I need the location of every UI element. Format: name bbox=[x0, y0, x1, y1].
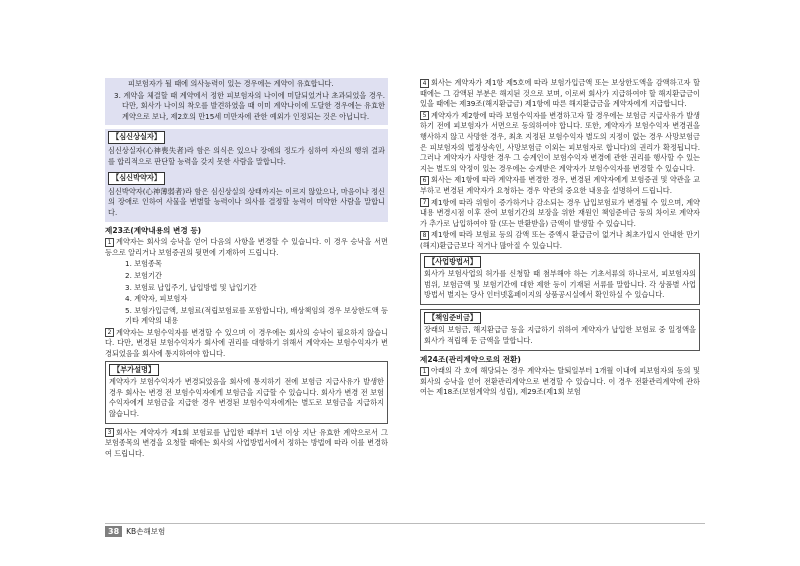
supplement-text: 계약자가 보험수익자가 변경되었음을 회사에 통지하기 전에 보험금 지급사유가 발생한 경우 회사는 변경 전 보험수익자에게 보험금을 지급할 수 있습니다. 회사가 변경 전 보험수익자에게 보험금을 지급한 경우 변경된 보험수익자에게는 별도로 보험금을 지급하지 않습니다. bbox=[109, 377, 384, 419]
page-footer bbox=[105, 525, 165, 537]
clause-text: 제1항에 따라 위험이 증가하거나 감소되는 경우 납입보험료가 변경될 수 있으며, 계약내용 변경시점 이후 잔여 보험기간의 보장을 위한 재원인 책임준비금 등의 차이로 계약자가 추가로 납입하여야 할 (또는 반환받을) 금액이 발생할 수 있습니다. bbox=[420, 197, 700, 228]
clause-text: 계약자가 제2항에 따라 보험수익자를 변경하고자 할 경우에는 보험금 지급사유가 발생하기 전에 피보험자가 서면으로 동의하여야 합니다. 또한, 계약자가 보험수익자 변경권을 행사하지 않고 사망한 경우, 최초 지정된 보험수익자 별도의 지정이 없는 경우 사망보험금은 피보험자의 법정상속인, 사망보험금 이외는 피보험자로 합니다)의 권리가 확정됩니다. 그러나 계약자가 사망한 경우 그 승계인이 보험수익자 변경에 관한 권리를 행사할 수 있는지는 별도의 약정이 있는 경우에는 승계받은 계약자가 보험수익자를 변경할 수 있습니다. bbox=[420, 110, 700, 173]
business-method-title: 【사업방법서】 bbox=[424, 256, 481, 269]
clause-number: 8 bbox=[420, 231, 429, 240]
paragraph bbox=[420, 198, 700, 230]
paragraph bbox=[420, 366, 700, 398]
clause-text: 계약자는 회사의 승낙을 얻어 다음의 사항을 변경할 수 있습니다. 이 경우 승낙을 서면 등으로 알리거나 보험증권의 뒷면에 기재하여 드립니다. bbox=[105, 237, 388, 257]
definition-box bbox=[105, 129, 388, 221]
list-item: 4. 계약자, 피보험자 bbox=[125, 294, 188, 304]
list-item: 2. 보험기간 bbox=[125, 270, 162, 280]
definition-title: 【심신박약자】 bbox=[108, 172, 165, 185]
definition-text: 심신박약자(心神薄弱者)라 함은 심신상실의 상태까지는 이르지 않았으나, 마음이나 정신의 장애로 인하여 사물을 변별할 능력이나 의사를 결정할 능력이 미약한 사람을 말합니다. bbox=[108, 186, 385, 217]
supplement-box bbox=[105, 361, 388, 424]
paragraph bbox=[420, 78, 700, 110]
paragraph bbox=[105, 428, 388, 460]
article-heading: 제24조(관리계약으로의 전환) bbox=[420, 354, 521, 364]
supplement-title: 【부가설명】 bbox=[109, 364, 159, 377]
list-item: 1. 보험종목 bbox=[125, 259, 162, 269]
clause-number: 6 bbox=[420, 176, 429, 185]
clause-number: 4 bbox=[420, 79, 429, 88]
business-method-box bbox=[420, 253, 700, 305]
definition-title: 【심신상실자】 bbox=[108, 131, 165, 144]
page-number: 38 bbox=[105, 526, 122, 537]
clause-text: 제1항에 따라 보험료 등의 감액 또는 증액시 환급금이 없거나 최초가입시 안내한 만기(해지)환급금보다 적거나 많아질 수 있습니다. bbox=[420, 230, 700, 250]
left-column bbox=[105, 78, 388, 460]
clause-number: 1 bbox=[420, 367, 429, 376]
paragraph bbox=[105, 328, 388, 360]
paragraph bbox=[105, 237, 388, 258]
article-heading: 제23조(계약내용의 변경 등) bbox=[105, 225, 202, 235]
footer-rule bbox=[105, 523, 705, 524]
clause-text: 회사는 제1항에 따라 계약자를 변경한 경우, 변경된 계약자에게 보험증권 및 약관을 교부하고 변경된 계약자가 요청하는 경우 약관의 중요한 내용을 설명하여 드립니다. bbox=[420, 175, 700, 195]
clause-text: 회사는 계약자가 제1회 보험료를 납입한 때부터 1년 이상 지난 유효한 계약으로서 그 보험종목의 변경을 요청할 때에는 회사의 사업방법서에서 정하는 방법에 따라 이를 변경하여 드립니다. bbox=[105, 427, 388, 458]
clause-number: 2 bbox=[105, 328, 114, 337]
clause-number: 1 bbox=[105, 238, 114, 247]
list-item: 3. 보험료 납입주기, 납입방법 및 납입기간 bbox=[125, 282, 257, 292]
paragraph: 3. 계약을 체결할 때 계약에서 정한 피보험자의 나이에 미달되었거나 초과되었을 경우. 다만, 회사가 나이의 착오를 발견하였을 때 이미 계약나이에 도달한 경우에는 유효한 계약으로 보나, 제2호의 만15세 미만자에 관한 예외가 인정되는 것은 아닙니다. bbox=[114, 90, 385, 121]
business-method-text: 회사가 보험사업의 허가를 신청할 때 첨부해야 하는 기초서류의 하나로서, 피보험자의 범위, 보험금액 및 보험기간에 대한 제한 등이 기재된 서류를 말합니다. 각 상품별 사업방법서 별지는 당사 인터넷홈페이지의 상품공시실에서 확인하실 수 있습니다. bbox=[424, 269, 696, 300]
paragraph bbox=[420, 175, 700, 196]
right-column bbox=[420, 78, 700, 399]
reserve-text: 장래의 보험금, 해지환급금 등을 지급하기 위하여 계약자가 납입한 보험료 중 일정액을 회사가 적립해 둔 금액을 말합니다. bbox=[424, 325, 696, 346]
clause-text: 계약자는 보험수익자를 변경할 수 있으며 이 경우에는 회사의 승낙이 필요하지 않습니다. 다만, 변경된 보험수익자가 회사에 권리를 대항하기 위해서 계약자는 보험수익자가 변경되었음을 회사에 통지하여야 합니다. bbox=[105, 327, 388, 359]
reserve-title: 【책임준비금】 bbox=[424, 312, 481, 325]
paragraph: 피보험자가 될 때에 의사능력이 있는 경우에는 계약이 유효합니다. bbox=[128, 79, 334, 88]
clause-text: 회사는 계약자가 제1항 제5호에 따라 보험가입금액 또는 보상한도액을 감액하고자 할 때에는 그 감액된 부분은 해지된 것으로 보며, 이로써 회사가 지급하여야 할 해지환급금이 있을 때에는 제39조(해지환급금) 제1항에 따른 해지환급금을 계약자에게 지급합니다. bbox=[420, 78, 700, 109]
clause-text: 아래의 각 호에 해당되는 경우 계약자는 탈퇴일부터 1개월 이내에 피보험자의 동의 및 회사의 승낙을 얻어 전환관리계약으로 변경할 수 있습니다. 이 경우 전환관리계약에 관하여는 제18조(보험계약의 성립), 제29조(제1회 보험 bbox=[420, 366, 700, 397]
paragraph bbox=[420, 111, 700, 175]
clause-number: 3 bbox=[105, 428, 114, 437]
reserve-box bbox=[420, 309, 700, 351]
paragraph bbox=[420, 230, 700, 251]
continued-article-box bbox=[105, 78, 388, 125]
clause-number: 7 bbox=[420, 198, 429, 207]
definition-text: 심신상실자(心神喪失者)라 함은 의식은 있으나 장애의 정도가 심하여 자신의 행위 결과를 합리적으로 판단할 능력을 갖지 못한 사람을 말합니다. bbox=[108, 145, 385, 166]
clause-number: 5 bbox=[420, 111, 429, 120]
list-item: 5. 보험가입금액, 보험료(적립보험료를 포함합니다), 배상책임의 경우 보상한도액 등 기타 계약의 내용 bbox=[125, 305, 388, 326]
brand-name: KB손해보험 bbox=[126, 526, 166, 536]
